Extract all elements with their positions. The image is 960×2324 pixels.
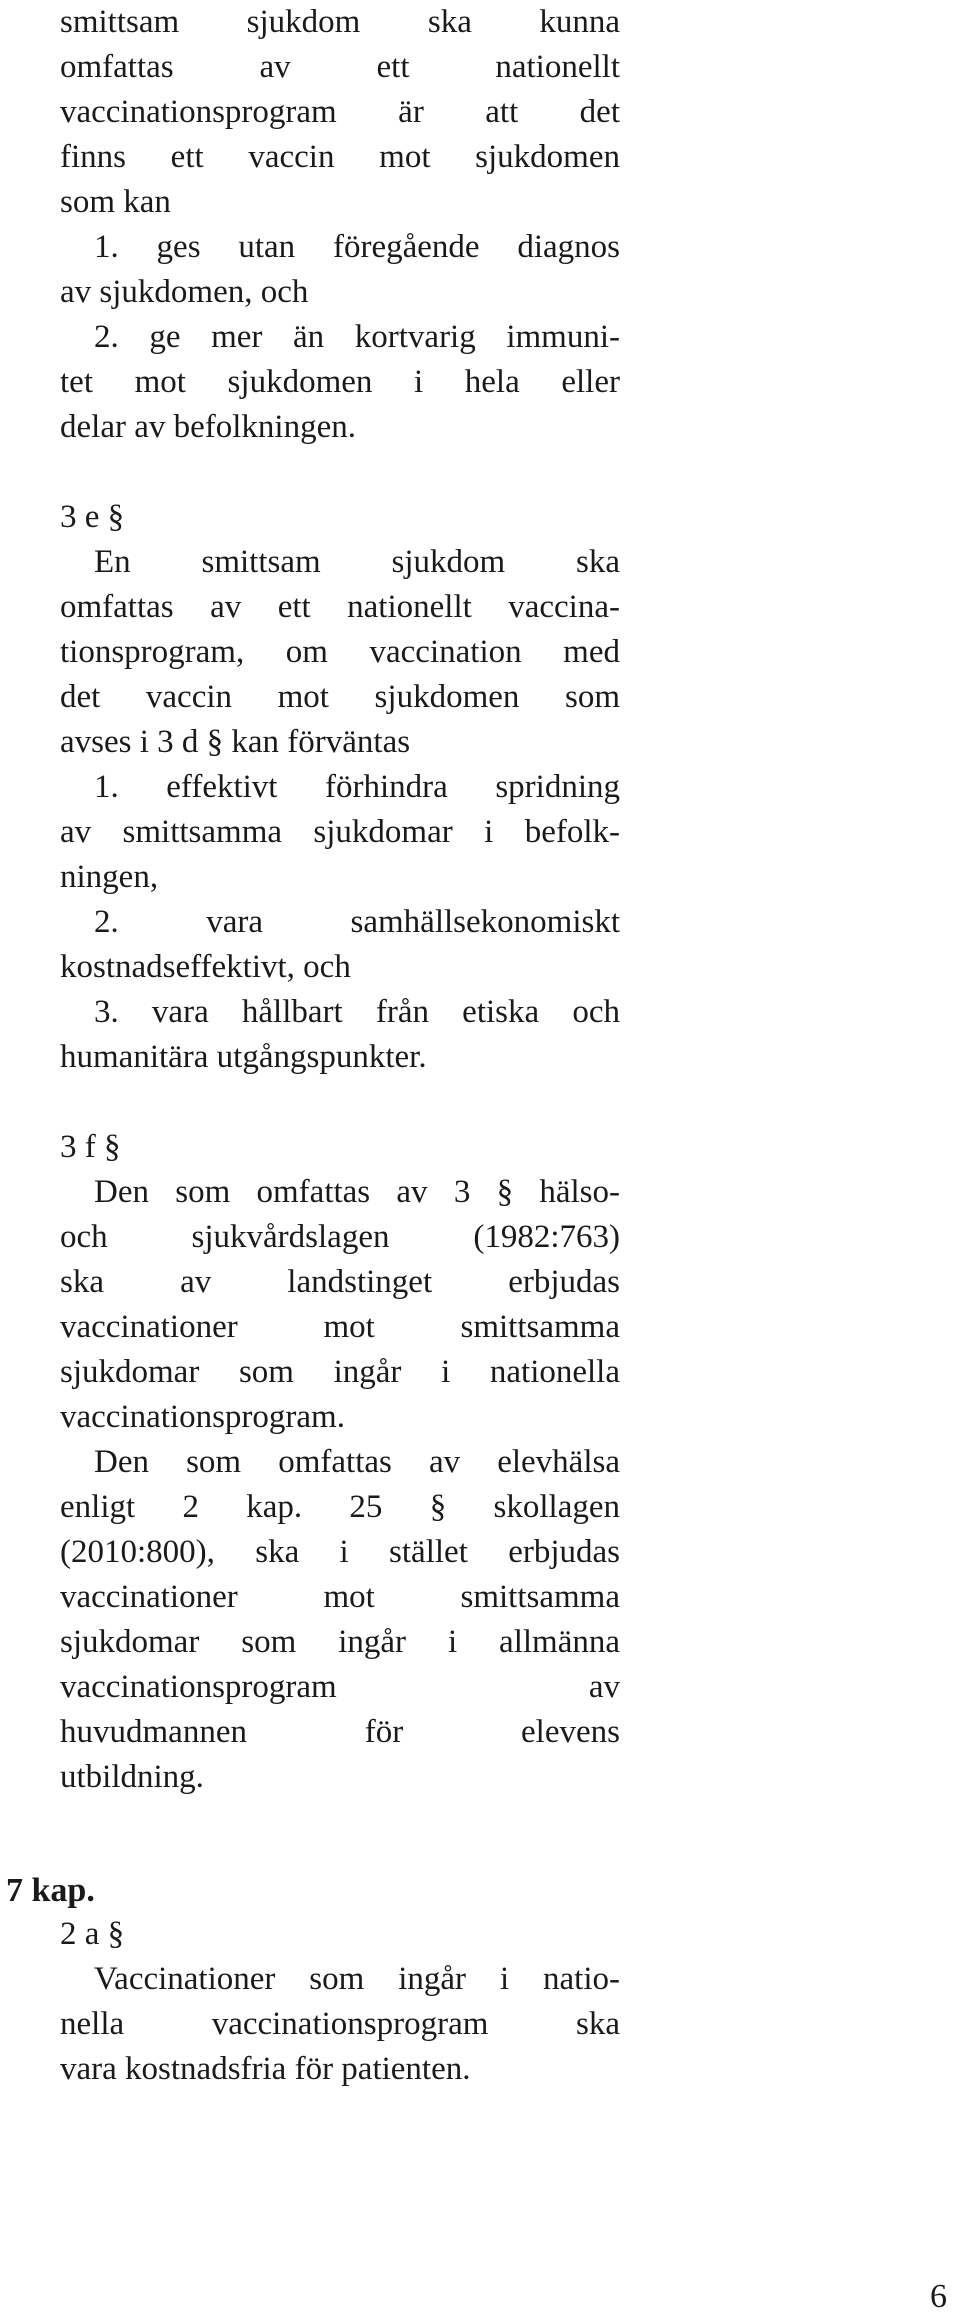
text-line: finns ett vaccin mot sjukdomen bbox=[60, 139, 620, 175]
section-intro bbox=[60, 0, 620, 450]
text-line: tet mot sjukdomen i hela eller bbox=[60, 364, 620, 400]
text-line: kostnadseffektivt, och bbox=[60, 949, 351, 985]
text-line: smittsam sjukdom ska kunna bbox=[60, 4, 620, 40]
paragraph-gap bbox=[60, 1080, 620, 1125]
text-line: Den som omfattas av elevhälsa bbox=[94, 1444, 620, 1480]
text-line: huvudmannen för elevens bbox=[60, 1714, 620, 1750]
chapter-heading: 7 kap. bbox=[6, 1872, 95, 1909]
text-line: humanitära utgångspunkter. bbox=[60, 1039, 427, 1075]
text-line: delar av befolkningen. bbox=[60, 409, 356, 445]
text-line: ska av landstinget erbjudas bbox=[60, 1264, 620, 1300]
section-heading: 3 f § bbox=[60, 1129, 121, 1165]
paragraph-gap bbox=[60, 450, 620, 495]
text-line: vaccinationer mot smittsamma bbox=[60, 1579, 620, 1615]
text-line: vaccinationsprogram av bbox=[60, 1669, 620, 1705]
text-column bbox=[60, 0, 620, 1800]
list-item-2: 2. ge mer än kortvarig immuni- bbox=[94, 319, 620, 355]
text-line: av sjukdomen, och bbox=[60, 274, 309, 310]
text-line: sjukdomar som ingår i nationella bbox=[60, 1354, 620, 1390]
list-item-1: 1. effektivt förhindra spridning bbox=[94, 769, 620, 805]
text-line: som kan bbox=[60, 184, 171, 220]
section-heading: 3 e § bbox=[60, 499, 125, 535]
text-line: det vaccin mot sjukdomen som bbox=[60, 679, 620, 715]
section-heading: 2 a § bbox=[60, 1916, 125, 1952]
text-line: vaccinationsprogram. bbox=[60, 1399, 345, 1435]
text-line: av smittsamma sjukdomar i befolk- bbox=[60, 814, 620, 850]
text-line: avses i 3 d § kan förväntas bbox=[60, 724, 411, 760]
text-line: tionsprogram, om vaccination med bbox=[60, 634, 620, 670]
section-3f bbox=[60, 1125, 620, 1800]
text-line: vaccinationsprogram är att det bbox=[60, 94, 620, 130]
text-line: Den som omfattas av 3 § hälso- bbox=[94, 1174, 620, 1210]
text-column-lower bbox=[60, 1912, 620, 2092]
text-line: vara kostnadsfria för patienten. bbox=[60, 2051, 471, 2087]
text-line: ningen, bbox=[60, 859, 159, 895]
text-line: omfattas av ett nationellt bbox=[60, 49, 620, 85]
text-line: enligt 2 kap. 25 § skollagen bbox=[60, 1489, 620, 1525]
text-line: nella vaccinationsprogram ska bbox=[60, 2006, 620, 2042]
list-item-3: 3. vara hållbart från etiska och bbox=[94, 994, 620, 1030]
text-line: omfattas av ett nationellt vaccina- bbox=[60, 589, 620, 625]
text-line: utbildning. bbox=[60, 1759, 204, 1795]
text-line: vaccinationer mot smittsamma bbox=[60, 1309, 620, 1345]
text-line: Vaccinationer som ingår i natio- bbox=[94, 1961, 620, 1997]
text-line: (2010:800), ska i stället erbjudas bbox=[60, 1534, 620, 1570]
page-number: 6 bbox=[930, 2278, 947, 2315]
list-item-2: 2. vara samhällsekonomiskt bbox=[94, 904, 620, 940]
text-line: sjukdomar som ingår i allmänna bbox=[60, 1624, 620, 1660]
text-line: En smittsam sjukdom ska bbox=[94, 544, 620, 580]
list-item-1: 1. ges utan föregående diagnos bbox=[94, 229, 620, 265]
section-2a bbox=[60, 1912, 620, 2092]
section-3e bbox=[60, 495, 620, 1080]
text-line: och sjukvårdslagen (1982:763) bbox=[60, 1219, 620, 1255]
